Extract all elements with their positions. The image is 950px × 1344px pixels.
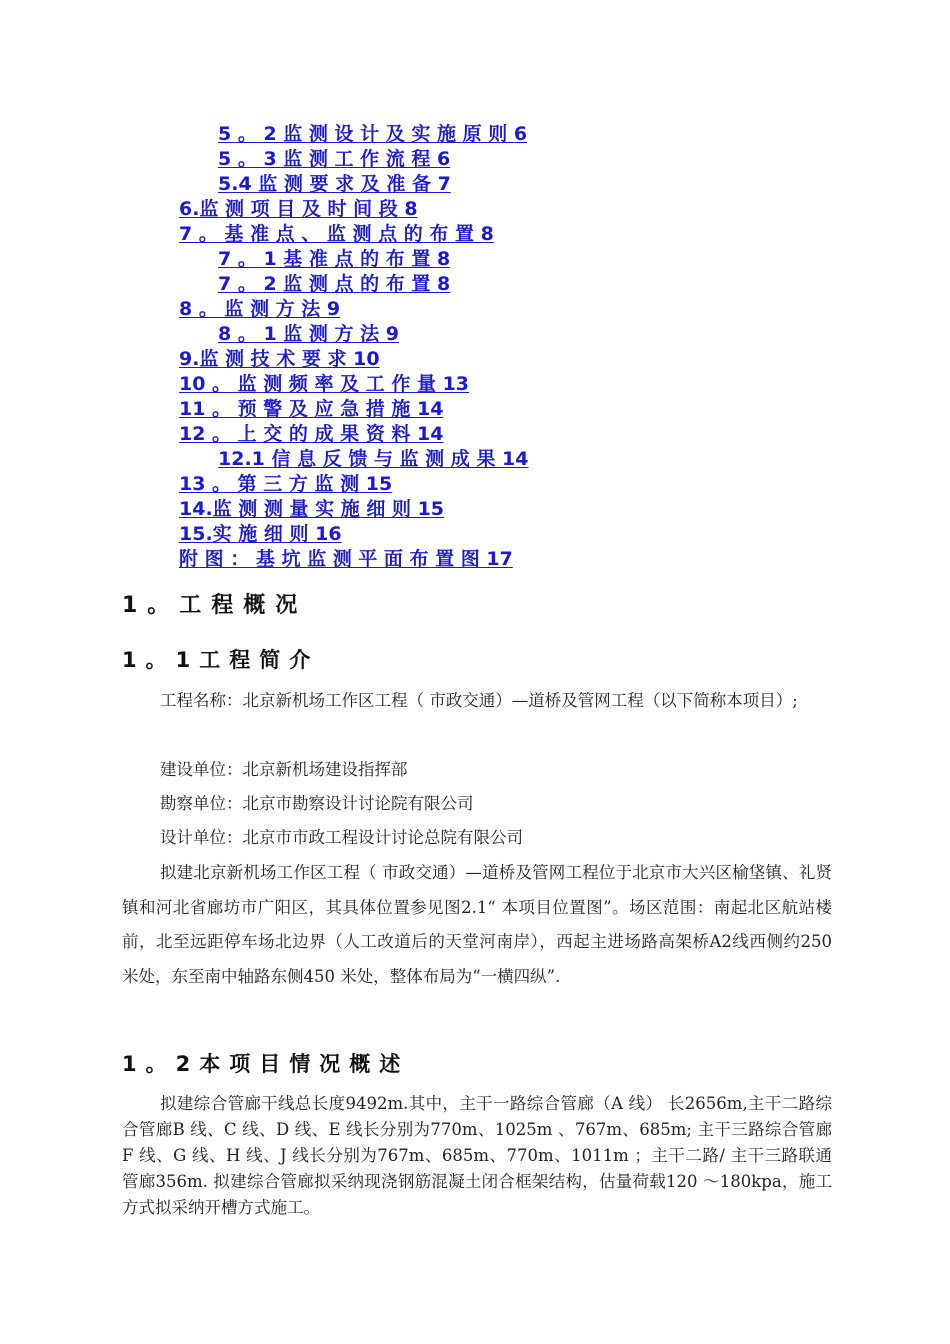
subsection-heading-project-intro: 1。1工程简介 <box>122 648 320 672</box>
paragraph-surveyor: 勘察单位：北京市勘察设计讨论院有限公司 <box>160 794 474 813</box>
toc-link-9[interactable]: 9.监 测 技 术 要 求 10 <box>179 348 380 370</box>
subsection-heading-situation-overview: 1。2本项目情况概述 <box>122 1052 410 1076</box>
toc-link-7-2[interactable]: 7 。 2 监 测 点 的 布 置 8 <box>218 273 451 295</box>
toc-link-12-1[interactable]: 12.1 信 息 反 馈 与 监 测 成 果 14 <box>218 448 529 470</box>
toc-link-15[interactable]: 15.实 施 细 则 16 <box>179 523 342 545</box>
paragraph-designer: 设计单位：北京市市政工程设计讨论总院有限公司 <box>160 828 523 847</box>
toc-link-5-3[interactable]: 5 。 3 监 测 工 作 流 程 6 <box>218 148 451 170</box>
toc-link-8[interactable]: 8 。 监 测 方 法 9 <box>179 298 341 320</box>
paragraph-project-name: 工程名称：北京新机场工作区工程（ 市政交通）—道桥及管网工程（以下简称本项目）; <box>160 691 798 710</box>
toc-link-7[interactable]: 7 。 基 准 点 、 监 测 点 的 布 置 8 <box>179 223 494 245</box>
toc-link-14[interactable]: 14.监 测 测 量 实 施 细 则 15 <box>179 498 445 520</box>
toc-link-12[interactable]: 12 。 上 交 的 成 果 资 料 14 <box>179 423 444 445</box>
section-heading-project-overview: 1。工程概况 <box>122 593 308 618</box>
toc-link-7-1[interactable]: 7 。 1 基 准 点 的 布 置 8 <box>218 248 451 270</box>
toc-link-8-1[interactable]: 8 。 1 监 测 方 法 9 <box>218 323 399 345</box>
table-of-contents <box>0 122 950 572</box>
toc-link-13[interactable]: 13 。 第 三 方 监 测 15 <box>179 473 393 495</box>
toc-link-10[interactable]: 10 。 监 测 频 率 及 工 作 量 13 <box>179 373 470 395</box>
toc-link-appendix[interactable]: 附 图 ： 基 坑 监 测 平 面 布 置 图 17 <box>179 548 513 570</box>
paragraph-location: 拟建北京新机场工作区工程（ 市政交通）—道桥及管网工程位于北京市大兴区榆垡镇、礼贤镇和河北省廊坊市广阳区，其具体位置参见图2.1“ 本项目位置图”。场区范围：南起北区航站楼前，北至远距停车场北边界（人工改道后的天堂河南岸），西起主进场路高架桥A2线西侧约250 米处，东至南中轴路东侧450 米处，整体布局为“一横四纵”. <box>122 863 832 986</box>
paragraph-builder: 建设单位：北京新机场建设指挥部 <box>160 760 408 779</box>
paragraph-overview: 拟建综合管廊干线总长度9492m.其中，主干一路综合管廊（A 线） 长2656m,主干二路综合管廊B 线、C 线、D 线、E 线长分别为770m、1025m 、767m、685m; 主干三路综合管廊F 线、G 线、H 线、J 线长分别为767m、685m、770m、1011m ；主干二路/ 主干三路联通管廊356m. 拟建综合管廊拟采纳现浇钢筋混凝土闭合框架结构，估量荷载120 ～180kpa，施工方式拟采纳开槽方式施工。 <box>122 1094 832 1217</box>
toc-link-6[interactable]: 6.监 测 项 目 及 时 间 段 8 <box>179 198 418 220</box>
toc-link-11[interactable]: 11 。 预 警 及 应 急 措 施 14 <box>179 398 444 420</box>
toc-link-5-2[interactable]: 5 。 2 监 测 设 计 及 实 施 原 则 6 <box>218 123 528 145</box>
toc-link-5-4[interactable]: 5.4 监 测 要 求 及 准 备 7 <box>218 173 451 195</box>
